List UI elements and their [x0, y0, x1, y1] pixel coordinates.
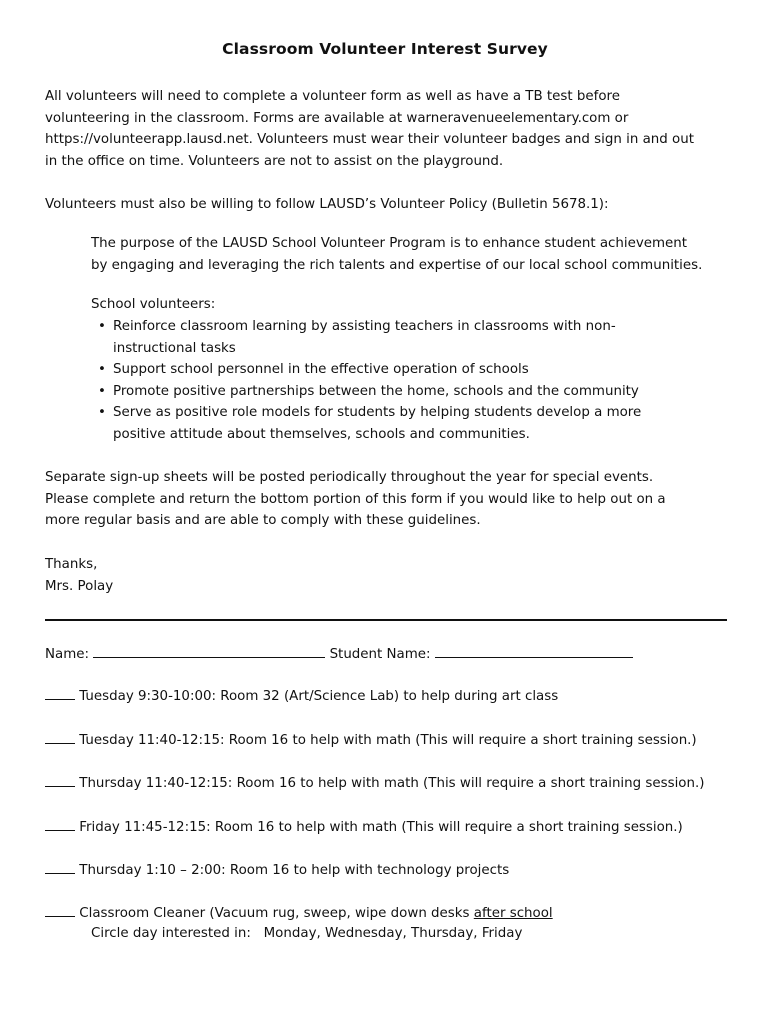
bullet-marker: • [98, 405, 106, 420]
bullet-text: Serve as positive role models for students by helping students develop a more positive attitude about themselves, schools and communities. [113, 405, 642, 442]
intro-line: All volunteers will need to complete a volunteer form as well as have a TB test before [45, 89, 620, 104]
option-checkbox[interactable] [45, 687, 75, 700]
option-checkbox[interactable] [45, 731, 75, 744]
purpose-line: The purpose of the LAUSD School Volunteer Program is to enhance student achievement [91, 236, 688, 251]
cut-line-divider [45, 619, 727, 621]
circle-day-options[interactable]: Monday, Wednesday, Thursday, Friday [263, 926, 523, 941]
bullet-item [91, 381, 691, 403]
cleaner-option-row [45, 904, 745, 921]
bullet-marker: • [98, 383, 106, 399]
option-checkbox[interactable] [45, 774, 75, 787]
option-row [45, 818, 745, 835]
name-label: Name: [45, 647, 90, 662]
signoff-name: Mrs. Polay [45, 578, 114, 594]
option-text: Friday 11:45-12:15: Room 16 to help with math (This will require a short training session.) [79, 820, 683, 835]
option-text: Thursday 11:40-12:15: Room 16 to help with math (This will require a short training session.) [79, 776, 705, 791]
bullet-list [91, 316, 691, 445]
cleaner-after-school: after school [473, 906, 553, 921]
closing-line: more regular basis and are able to comply with these guidelines. [45, 513, 481, 529]
option-checkbox[interactable] [45, 904, 75, 917]
option-row [45, 774, 745, 791]
option-checkbox[interactable] [45, 818, 75, 831]
circle-day-row [91, 926, 770, 941]
option-text: Thursday 1:10 – 2:00: Room 16 to help with technology projects [79, 863, 510, 878]
option-row [45, 731, 745, 748]
name-field[interactable] [93, 645, 325, 658]
intro-paragraph [45, 86, 735, 172]
purpose-paragraph [91, 233, 731, 276]
bullet-text: Promote positive partnerships between the home, schools and the community [113, 383, 639, 399]
name-row [45, 645, 745, 662]
student-name-field[interactable] [435, 645, 633, 658]
option-row [45, 687, 745, 704]
cleaner-text: Classroom Cleaner (Vacuum rug, sweep, wipe down desks [79, 906, 470, 921]
bullet-text: Reinforce classroom learning by assisting teachers in classrooms with non-instructional tasks [113, 319, 616, 356]
intro-line: volunteering in the classroom. Forms are available at warneravenueelementary.com or [45, 110, 629, 126]
bullet-item [91, 359, 691, 381]
bullet-marker: • [98, 319, 106, 334]
bullet-marker: • [98, 362, 106, 377]
bullet-item [91, 402, 691, 445]
bullet-text: Support school personnel in the effective operation of schools [113, 362, 529, 377]
intro-line: in the office on time. Volunteers are not to assist on the playground. [45, 153, 504, 169]
student-name-label: Student Name: [329, 647, 431, 662]
option-text: Tuesday 11:40-12:15: Room 16 to help with math (This will require a short training session.) [79, 733, 697, 748]
school-volunteers-label: School volunteers: [91, 297, 216, 312]
bullet-item [91, 316, 691, 359]
option-text: Tuesday 9:30-10:00: Room 32 (Art/Science Lab) to help during art class [79, 689, 559, 704]
closing-line: Separate sign-up sheets will be posted periodically throughout the year for special events. [45, 470, 654, 485]
signoff-thanks: Thanks, [45, 557, 98, 572]
option-row [45, 861, 745, 878]
intro-line: https://volunteerapp.lausd.net. Volunteers must wear their volunteer badges and sign in and out [45, 132, 694, 148]
closing-line: Please complete and return the bottom portion of this form if you would like to help out on a [45, 491, 666, 507]
page-title: Classroom Volunteer Interest Survey [222, 40, 548, 58]
option-checkbox[interactable] [45, 861, 75, 874]
circle-day-label: Circle day interested in: [91, 926, 251, 941]
purpose-line: by engaging and leveraging the rich talents and expertise of our local school communities. [91, 257, 703, 273]
closing-paragraph [45, 467, 735, 532]
policy-intro: Volunteers must also be willing to follow LAUSD’s Volunteer Policy (Bulletin 5678.1): [45, 197, 609, 212]
signoff [45, 554, 735, 597]
